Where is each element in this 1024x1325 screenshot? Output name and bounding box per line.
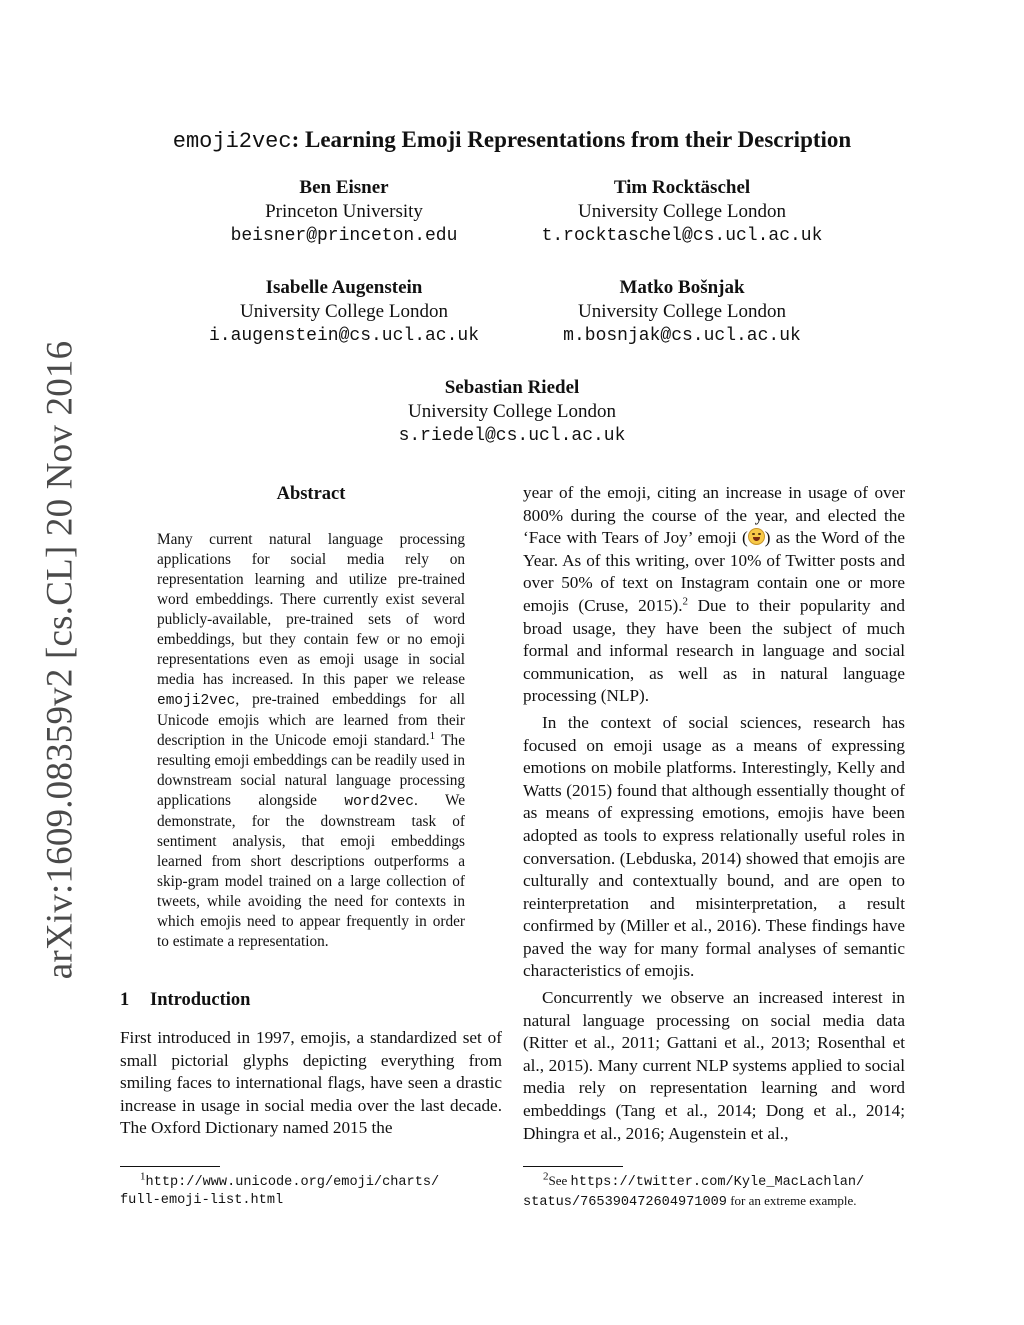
abstract-part: . We demonstrate, for the downstream task of sentiment analysis, that emoji embeddings learned from short descriptions outperforms a skip-gram model trained on a large collection of tweets, while avoiding the need for contexts in which emojis need to appear frequently in order to estimate a representation. [157,792,465,950]
abstract-text [157,530,465,952]
author-affiliation: Princeton University [265,201,423,222]
section-number: 1 [120,990,130,1010]
footnote-line [120,1172,505,1192]
abstract-part: , pre-trained embeddings for all Unicode emojis which are learned from their description in the Unicode emoji standard. [157,691,465,749]
abstract-code: word2vec [344,794,415,810]
author-email[interactable]: t.rocktaschel@cs.ucl.ac.uk [541,226,823,246]
abstract-heading: Abstract [276,484,346,504]
paper-title [0,127,1024,154]
footnote-text: for an extreme example. [726,1193,857,1208]
right-column [523,482,905,1145]
title-text: : Learning Emoji Representations from their Description [291,127,852,152]
footnote-link[interactable]: full-emoji-list.html [120,1193,284,1208]
footnote-marker[interactable]: 2 [682,595,689,608]
author-email[interactable]: beisner@princeton.edu [230,226,458,246]
paragraph-part: Due to their popularity and broad usage, they have been the subject of much formal and informal research in language and social communication, as well as in natural language processing (NLP). [523,595,905,706]
abstract-part: Many current natural language processing applications for social media rely on representation learning and utilize pre-trained word embeddings. There currently exist several publicly-available, pre-trained sets of word embeddings, but they contain few or no emoji representations even as emoji usage in social media has increased. In this paper we release [157,531,465,688]
author-affiliation: University College London [578,301,786,322]
author-affiliation: University College London [240,301,448,322]
author-name: Matko Bošnjak [619,277,745,298]
author-block [179,176,509,248]
section-heading [120,988,502,1012]
author-name: Ben Eisner [299,177,389,198]
footnote-marker[interactable]: 1 [429,729,436,742]
footnote-number: 2 [543,1170,549,1183]
intro-paragraph: First introduced in 1997, emojis, a standardized set of small pictorial glyphs depicting everything from smiling faces to international flags, have seen a drastic increase in usage in social media over the last decade. The Oxford Dictionary named 2015 the [120,1028,502,1138]
section-title: Introduction [150,990,251,1010]
footnote-text: See [548,1173,571,1188]
footnote-1 [120,1172,505,1210]
footnote-number: 1 [140,1170,146,1183]
footnote-link[interactable]: status/765390472604971009 [523,1195,727,1210]
abstract-part: The resulting emoji embeddings can be readily used in downstream social natural language processing applications alongside [157,732,465,809]
face-with-tears-of-joy-icon [748,528,765,545]
footnote-link[interactable]: https://twitter.com/Kyle_MacLachlan/ [570,1175,865,1190]
body-paragraph: Concurrently we observe an increased interest in natural language processing on social media data (Ritter et al., 2011; Gattani et al., 2013; Rosenthal et al., 2015). Many current NLP systems applied to social media rely on representation learning and word embeddings (Tang et al., 2014; Dong et al., 2014; Dhingra et al., 2016; Augenstein et al., [523,988,905,1143]
author-block [517,276,847,348]
author-email[interactable]: i.augenstein@cs.ucl.ac.uk [208,326,480,346]
footnote-2 [523,1172,908,1212]
author-block [176,276,512,348]
author-email[interactable]: s.riedel@cs.ucl.ac.uk [398,426,626,446]
abstract-code: emoji2vec [157,693,236,709]
author-affiliation: University College London [408,401,616,422]
author-block [347,376,677,448]
body-paragraph [523,482,905,708]
footnote-link[interactable]: http://www.unicode.org/emoji/charts/ [145,1175,440,1190]
author-block [517,176,847,248]
author-affiliation: University College London [578,201,786,222]
author-email[interactable]: m.bosnjak@cs.ucl.ac.uk [563,326,801,346]
footnote-line [523,1172,908,1192]
paragraph-part: year of the emoji, citing an increase in usage of over 800% during the course of the year, and elected the ‘Face with Tears of Joy’ emoji ( [523,483,905,548]
footnote-rule [523,1166,623,1167]
body-paragraph: In the context of social sciences, research has focused on emoji usage as a means of expressing emotions on mobile platforms. Interestingly, Kelly and Watts (2015) found that although essentially thought of as means of expressing emotions, emojis have been adopted as tools to express relationally useful roles in conversation. (Lebduska, 2014) showed that emojis are culturally and contextually bound, and are open to reinterpretation and misinterpretation, a result confirmed by (Miller et al., 2016). These findings have paved the way for many formal analyses of semantic characteristics of emojis. [523,712,905,981]
author-name: Sebastian Riedel [444,377,580,398]
footnote-rule [120,1166,220,1167]
author-name: Tim Rocktäschel [613,177,751,198]
paragraph-part: ) as the Word of the Year. As of this writing, over 10% of Twitter posts and over 50% of text on Instagram contain one or more emojis (Cruse, 2015). [523,528,905,615]
footnote-line [523,1192,908,1212]
author-name: Isabelle Augenstein [265,277,423,298]
title-code: emoji2vec [172,129,292,154]
left-column [120,482,502,1140]
arxiv-identifier: arXiv:1609.08359v2 [cs.CL] 20 Nov 2016 [39,340,81,980]
